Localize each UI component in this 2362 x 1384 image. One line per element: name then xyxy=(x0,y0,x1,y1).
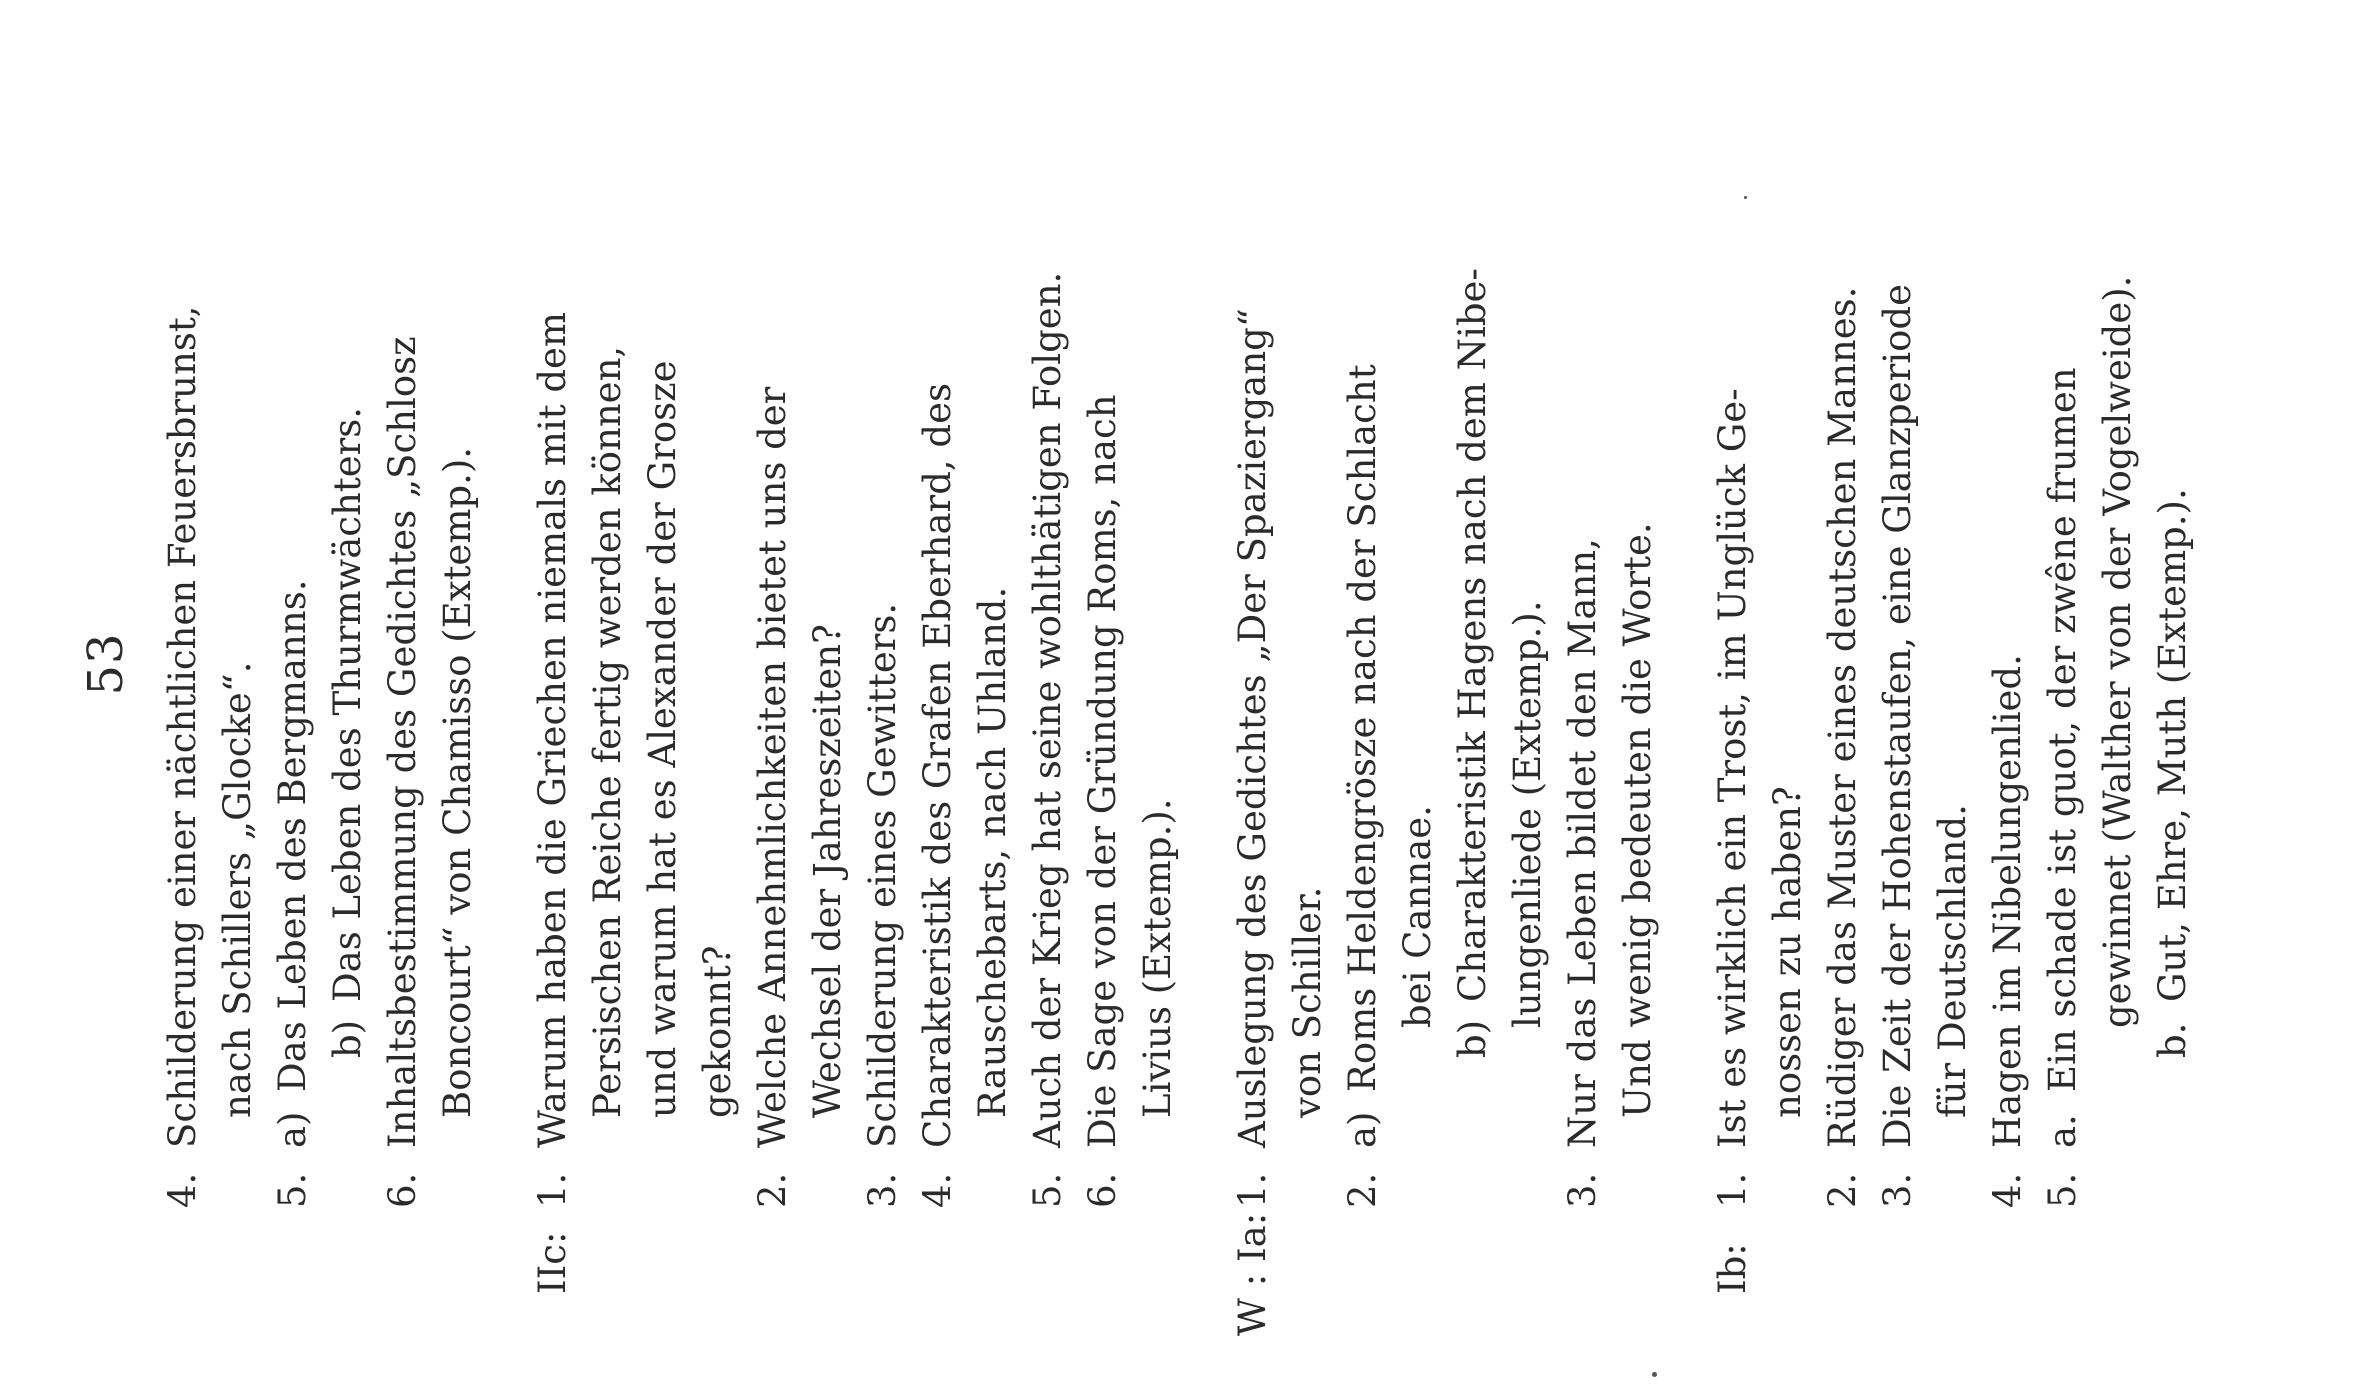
text-line xyxy=(320,108,375,1208)
text-line xyxy=(1870,108,1925,1208)
sub-item-letter: a) xyxy=(271,1111,314,1148)
item-text: Das Leben des Thurmwächters. xyxy=(326,406,369,1002)
text-line xyxy=(525,108,580,1294)
item-text: Inhaltsbestimmung des Gedichtes „Schlosz xyxy=(381,336,424,1148)
item-text: Ein schade ist guot, der zwêne frumen xyxy=(2041,367,2084,1092)
text-line xyxy=(1225,108,1280,1336)
item-number: 3. xyxy=(861,1172,904,1208)
sub-item-letter: b) xyxy=(326,1019,369,1058)
item-number: 3. xyxy=(1876,1172,1919,1208)
item-text: Auch der Krieg hat seine wohlthätigen Folgen. xyxy=(1026,271,1069,1148)
text-line xyxy=(265,108,320,1208)
item-text: nach Schillers „Glocke“. xyxy=(216,661,259,1118)
text-line xyxy=(910,108,965,1208)
text-line xyxy=(855,108,910,1208)
text-line xyxy=(1610,108,1665,1208)
text-line xyxy=(965,108,1020,1208)
page-number: 53 xyxy=(78,632,134,696)
text-line xyxy=(375,108,430,1208)
section-label: IIc: xyxy=(531,1231,574,1294)
section-label: W : Ia: xyxy=(1231,1212,1274,1336)
sub-item-letter: a. xyxy=(2041,1114,2084,1148)
text-line xyxy=(690,108,745,1208)
item-text: Nur das Leben bildet den Mann, xyxy=(1561,538,1604,1148)
text-line xyxy=(580,108,635,1208)
text-line xyxy=(1075,108,1130,1208)
text-line xyxy=(1925,108,1980,1208)
item-text-continued: lungenliede (Extemp.). xyxy=(1506,600,1549,1028)
section-label: Ib: xyxy=(1711,1243,1754,1294)
text-line xyxy=(1555,108,1610,1208)
item-text: Auslegung des Gedichtes „Der Spaziergang“ xyxy=(1231,308,1274,1148)
text-line xyxy=(2145,108,2200,1208)
item-text: Schilderung einer nächtlichen Feuersbrunst, xyxy=(161,305,204,1148)
item-text: Wechsel der Jahreszeiten? xyxy=(806,624,849,1118)
item-number: 4. xyxy=(916,1172,959,1208)
sub-item-letter: b) xyxy=(1451,1019,1494,1058)
item-number: 1. xyxy=(1711,1172,1754,1208)
essay-topics-list xyxy=(155,108,2200,1336)
item-text: Charakteristik des Grafen Eberhard, des xyxy=(916,383,959,1148)
item-number: 1. xyxy=(531,1172,574,1208)
item-text: Boncourt“ von Chamisso (Extemp.). xyxy=(436,446,479,1118)
item-number: 4. xyxy=(1986,1172,2029,1208)
text-line xyxy=(430,108,485,1208)
item-number: 2. xyxy=(1821,1172,1864,1208)
text-line xyxy=(1980,108,2035,1208)
text-line xyxy=(210,108,265,1208)
text-line xyxy=(1445,108,1500,1208)
item-text: für Deutschland. xyxy=(1931,804,1974,1118)
text-line xyxy=(2035,108,2090,1208)
text-line xyxy=(1705,108,1760,1294)
text-line xyxy=(1280,108,1335,1208)
sub-item-letter: a) xyxy=(1341,1111,1384,1148)
sub-item-letter: b. xyxy=(2151,1022,2194,1058)
item-text: Welche Annehmlichkeiten bietet uns der xyxy=(751,386,794,1148)
item-text: Persischen Reiche fertig werden können, xyxy=(586,345,629,1118)
item-text: Die Zeit der Hohenstaufen, eine Glanzperiode xyxy=(1876,284,1919,1148)
text-line xyxy=(1130,108,1185,1208)
item-text: nossen zu haben? xyxy=(1766,786,1809,1118)
text-line xyxy=(1760,108,1815,1208)
item-text: Das Leben des Bergmanns. xyxy=(271,579,314,1092)
item-text: Schilderung eines Gewitters. xyxy=(861,602,904,1148)
item-number: 2. xyxy=(1341,1172,1384,1208)
item-text: Charakteristik Hagens nach dem Nibe- xyxy=(1451,268,1494,1002)
item-text: Rauschebarts, nach Uhland. xyxy=(971,586,1014,1118)
item-text: Hagen im Nibelungenlied. xyxy=(1986,654,2029,1148)
item-text: Gut, Ehre, Muth (Extemp.). xyxy=(2151,488,2194,1002)
text-line xyxy=(745,108,800,1208)
item-text: Roms Heldengrösze nach der Schlacht xyxy=(1341,364,1384,1092)
item-number: 4. xyxy=(161,1172,204,1208)
text-line xyxy=(800,108,855,1208)
text-line xyxy=(1020,108,1075,1208)
item-text: und warum hat es Alexander der Grosze xyxy=(641,360,684,1118)
item-text: Die Sage von der Gründung Roms, nach xyxy=(1081,394,1124,1148)
item-text-continued: gewinnet (Walther von der Vogelweide). xyxy=(2096,275,2139,1028)
text-line xyxy=(1335,108,1390,1208)
item-number: 5. xyxy=(2041,1172,2084,1208)
item-text: gekonnt? xyxy=(696,945,739,1118)
text-line xyxy=(635,108,690,1208)
item-text: Rüdiger das Muster eines deutschen Mannes. xyxy=(1821,286,1864,1148)
item-text: Ist es wirklich ein Trost, im Unglück Ge- xyxy=(1711,388,1754,1148)
item-text: Und wenig bedeuten die Worte. xyxy=(1616,522,1659,1118)
dust-speck xyxy=(1744,196,1747,199)
item-text-continued: bei Cannae. xyxy=(1396,805,1439,1028)
item-number: 3. xyxy=(1561,1172,1604,1208)
text-line xyxy=(1500,108,1555,1208)
text-line xyxy=(1390,108,1445,1208)
item-number: 5. xyxy=(271,1172,314,1208)
item-number: 6. xyxy=(1081,1172,1124,1208)
item-number: 6. xyxy=(381,1172,424,1208)
item-number: 5. xyxy=(1026,1172,1069,1208)
dust-speck xyxy=(1652,1372,1657,1377)
item-number: 2. xyxy=(751,1172,794,1208)
text-line xyxy=(1815,108,1870,1208)
text-line xyxy=(155,108,210,1208)
item-text: Warum haben die Griechen niemals mit dem xyxy=(531,312,574,1148)
item-number: 1. xyxy=(1231,1172,1274,1208)
item-text: von Schiller. xyxy=(1286,886,1329,1118)
text-line xyxy=(2090,108,2145,1208)
item-text: Livius (Extemp.). xyxy=(1136,798,1179,1118)
